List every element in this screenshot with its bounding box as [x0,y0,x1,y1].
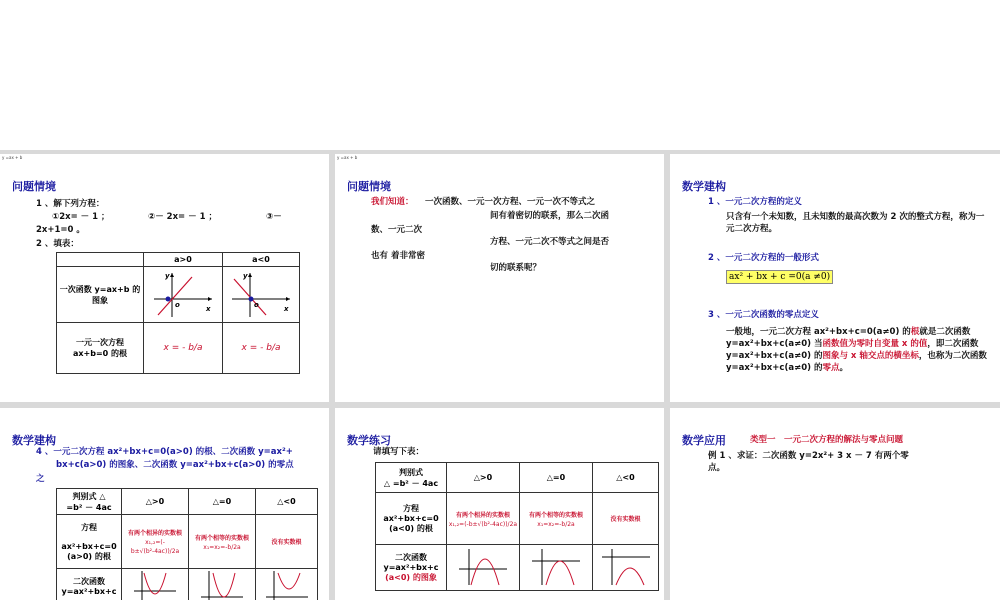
parabola-up-one-zero [197,569,247,600]
svg-text:y: y [165,271,170,280]
slide-title: 数学建构 [682,180,726,193]
line-graph-positive [148,269,218,319]
graph-two-zeros [122,569,189,600]
slide-title: 数学建构 [12,434,56,447]
row-quadratic-graph: 二次函数 y=ax²+bx+c (a<0) 的图象 [376,545,447,591]
row-linear-graph: 一次函数 y=ax+b 的图象 [57,267,144,323]
slide-thumbnail-3[interactable] [670,154,1000,402]
svg-text:y: y [243,271,248,280]
row-equation-roots: 方程 ax²+bx+c=0 (a<0) 的根 [376,493,447,545]
cell-no-roots: 没有实数根 [593,493,659,545]
col-positive: △>0 [122,489,189,515]
quadratic-table [56,488,318,600]
example-line-2: 点。 [708,463,726,473]
heading-general-form: 2 、一元二次方程的一般形式 [708,253,819,263]
paragraph-line-1: 4 、一元二次方程 ax²+bx+c=0(a>0) 的根、二次函数 y=ax²+ [36,447,293,457]
heading-zero-definition: 3 、一元二次函数的零点定义 [708,310,819,320]
paragraph-line-2: bx+c(a>0) 的图象、二次函数 y=ax²+bx+c(a>0) 的零点 [56,460,294,470]
graph-one-zero [189,569,256,600]
paragraph-line-1: 一次函数、一元一次方程、一元一次不等式之 [425,197,596,207]
graph-no-zero [256,569,318,600]
parabola-down-one-zero [528,547,584,587]
row-quadratic-graph: 二次函数 y=ax²+bx+c [57,569,122,600]
lead-text: 我们知道： [371,197,414,207]
parabola-up-two-zeros [130,569,180,600]
linear-table [56,252,300,374]
col-negative: △<0 [593,463,659,493]
parabola-down-two-zeros [455,547,511,587]
col-zero: △=0 [189,489,256,515]
paragraph-line-3: 数、一元二次 [371,225,423,235]
zero-definition-text: 一般地，一元二次方程 ax²+bx+c=0(a≠0) 的根就是二次函数 y=ax²+bx+c(a≠0) 当函数值为零时自变量 x 的值，即二次函数 y=ax²+bx+c(a≠0) 的图象与 x 轴交点的横坐标，也称为二次函数 y=ax²+bx+c(a≠0) 的零点。 [726,327,987,373]
slide-title: 数学应用 [682,434,726,447]
graph-two-zeros [447,545,520,591]
col-a-positive: a>0 [144,253,223,267]
slide-thumbnail-6[interactable] [670,408,1000,600]
category-heading: 类型一 一元二次方程的解法与零点问题 [750,435,904,445]
parabola-up-no-zero [262,569,312,600]
root-negative: x = - b/a [223,323,300,374]
discriminant-header: 判别式 △ =b² － 4ac [376,463,447,493]
graph-negative [223,267,300,323]
slide-thumbnail-4[interactable] [0,408,329,600]
slide-title: 问题情境 [347,180,391,193]
graph-positive [144,267,223,323]
row-linear-root: 一元一次方程 ax+b=0 的根 [57,323,144,374]
col-a-negative: a<0 [223,253,300,267]
graph-one-zero [520,545,593,591]
paragraph-line-2: 间有着密切的联系，那么二次函 [490,211,610,221]
col-negative: △<0 [256,489,318,515]
fill-table-line: 2 、填表： [36,239,79,249]
cell-no-roots: 没有实数根 [256,515,318,569]
line-graph-negative [226,269,296,319]
heading-definition: 1 、一元二次方程的定义 [708,197,802,207]
slide-thumbnail-1[interactable] [0,154,329,402]
slide-title: 问题情境 [12,180,56,193]
col-zero: △=0 [520,463,593,493]
slide-header-text: y =ax + b [2,155,23,160]
definition-text: 只含有一个未知数，且未知数的最高次数为 2 次的整式方程，称为一元二次方程。 [726,212,985,234]
equation-3: ③－ [266,212,282,222]
cell-equal-roots: 有两个相等的实数根 x₁=x₂=-b/2a [189,515,256,569]
cell-two-roots: 有两个相异的实数根 x₁,₂=(-b±√(b²-4ac))/2a [122,515,189,569]
cell-two-roots: 有两个相异的实数根 x₁,₂=(-b±√(b²-4ac))/2a [447,493,520,545]
row-equation-roots: 方程 ax²+bx+c=0 (a>0) 的根 [57,515,122,569]
parabola-down-no-zero [598,547,654,587]
paragraph-line-4: 方程、一元二次不等式之间是否 [490,237,610,247]
equation-1: ①2x= － 1 ； [52,212,110,222]
practice-table [375,462,659,591]
example-line-1: 例 1 、求证：二次函数 y=2x²+ 3 x － 7 有两个零 [708,451,909,461]
svg-text:o: o [254,300,259,309]
slide-thumbnail-5[interactable] [335,408,664,600]
discriminant-header: 判别式 △ =b² － 4ac [57,489,122,515]
root-positive: x = - b/a [144,323,223,374]
slide-header-text: y =ax + b [337,155,358,160]
svg-text:x: x [284,304,289,313]
slide-thumbnail-2[interactable] [335,154,664,402]
cell-equal-roots: 有两个相等的实数根 x₁=x₂=-b/2a [520,493,593,545]
col-positive: △>0 [447,463,520,493]
equation-2: ②－ 2x= － 1 ； [148,212,217,222]
problem-line: 1 、解下列方程： [36,199,105,209]
slide-title: 数学练习 [347,434,391,447]
svg-text:o: o [175,300,180,309]
general-form-formula: ax² + bx + c =0(a ≠0) [726,270,833,284]
svg-text:x: x [206,304,211,313]
graph-no-zero [593,545,659,591]
paragraph-line-6: 切的联系呢？ [490,263,542,273]
paragraph-line-3: 之 [36,474,45,484]
paragraph-line-5: 也有 着非常密 [371,251,425,261]
equation-3-cont: 2x+1=0 。 [36,225,85,235]
lead-text: 请填写下表： [373,447,425,457]
